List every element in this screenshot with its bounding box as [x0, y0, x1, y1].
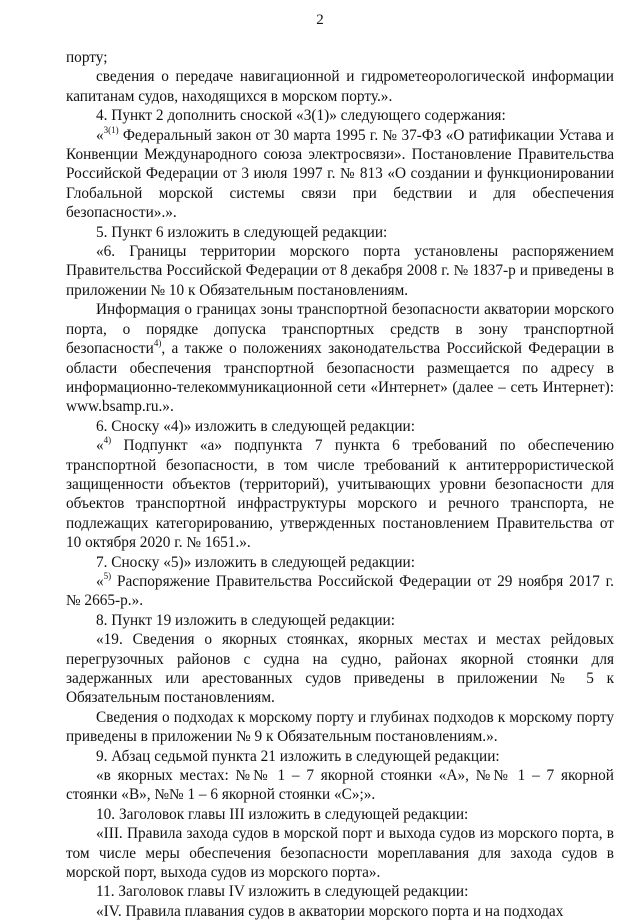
paragraph: «19. Сведения о якорных стоянках, якорных местах и местах рейдовых перегрузочных районов с судна на судно, районах якорной стоянки для задержанных или арестованных судов приведены в приложении № 5 к Обязательным постановлениям.	[66, 631, 614, 707]
page-number: 2	[316, 12, 324, 28]
paragraph: «в якорных местах: №№ 1 – 7 якорной стоянки «А», №№ 1 – 7 якорной стоянки «В», №№ 1 – 6 якорной стоянки «С»;».	[66, 767, 614, 804]
paragraph: 10. Заголовок главы III изложить в следующей редакции:	[96, 805, 469, 823]
paragraph: Сведения о подходах к морскому порту и глубинах подходов к морскому порту приведены в приложении № 9 к Обязательным постановлениям.».	[66, 708, 614, 746]
paragraph: 11. Заголовок главы IV изложить в следующей редакции:	[96, 883, 469, 901]
paragraph: 7. Сноску «5)» изложить в следующей редакции:	[96, 553, 415, 571]
paragraph: «IV. Правила плавания судов в акватории морского порта и на подходах	[96, 902, 564, 920]
footnote-marker: 4)	[153, 338, 162, 348]
paragraph: порту;	[66, 49, 108, 66]
footnote-marker: 4)	[103, 435, 112, 446]
footnote-paragraph: «$^{3(1)}$ Федеральный закон от 30 марта 1995 г. № 37-ФЗ «О ратификации Устава и Конвенции Международного союза электросвязи». Постановление Правительства Российской Федерации от 3 июля 1997 г. № 813 «О создании и функционировании Глобальной морской системы связи при бедствии и для обеспечения безопасности».».	[66, 124, 614, 222]
footnote-marker: 3(1)	[103, 124, 119, 135]
document-body	[66, 48, 614, 921]
footnote-paragraph: «$^{4)}$ Подпункт «а» подпункта 7 пункта 6 требований по обеспечению транспортной безопасности, в том числе требований к антитеррористической защищенности объектов (территорий), учитывающих уровни безопасности для объектов транспортной инфраструктуры морского и речного транспорта, не подлежащих категорированию, утвержденных постановлением Правительства от 10 октября 2020 г. № 1651.».	[66, 435, 614, 552]
paragraph: «III. Правила захода судов в морской порт и выхода судов из морского порта, в том числе меры обеспечения безопасности мореплавания для захода судов в морской порт, выхода судов из морского порта».	[66, 825, 614, 882]
paragraph: 4. Пункт 2 дополнить сноской «3(1)» следующего содержания:	[96, 107, 506, 125]
paragraph: 5. Пункт 6 изложить в следующей редакции:	[96, 223, 388, 241]
footnote-paragraph: «$^{5)}$ Распоряжение Правительства Российской Федерации от 29 ноября 2017 г. № 2665-р.».	[66, 570, 614, 610]
paragraph: 8. Пункт 19 изложить в следующей редакции:	[96, 611, 395, 629]
paragraph: «6. Границы территории морского порта установлены распоряжением Правительства Российской Федерации от 8 декабря 2008 г. № 1837-р и приведены в приложении № 10 к Обязательным постановлениям.	[66, 243, 614, 299]
paragraph: 6. Сноску «4)» изложить в следующей редакции:	[96, 417, 415, 435]
paragraph: 9. Абзац седьмой пункта 21 изложить в следующей редакции:	[96, 747, 500, 765]
paragraph: сведения о передаче навигационной и гидрометеорологической информации капитанам судов, находящихся в морском порту.».	[66, 68, 614, 105]
paragraph: Информация о границах зоны транспортной безопасности акватории морского порта, о порядке допуска транспортных средств в зону транспортной безопасности$^{4)}$, а также о положениях законодательства Российской Федерации в области обеспечения транспортной безопасности размещается по адресу в информационно-телекоммуникационной сети «Интернет» (далее – сеть Интернет): www.bsamp.ru.».	[66, 301, 614, 416]
footnote-marker: 5)	[103, 570, 112, 581]
